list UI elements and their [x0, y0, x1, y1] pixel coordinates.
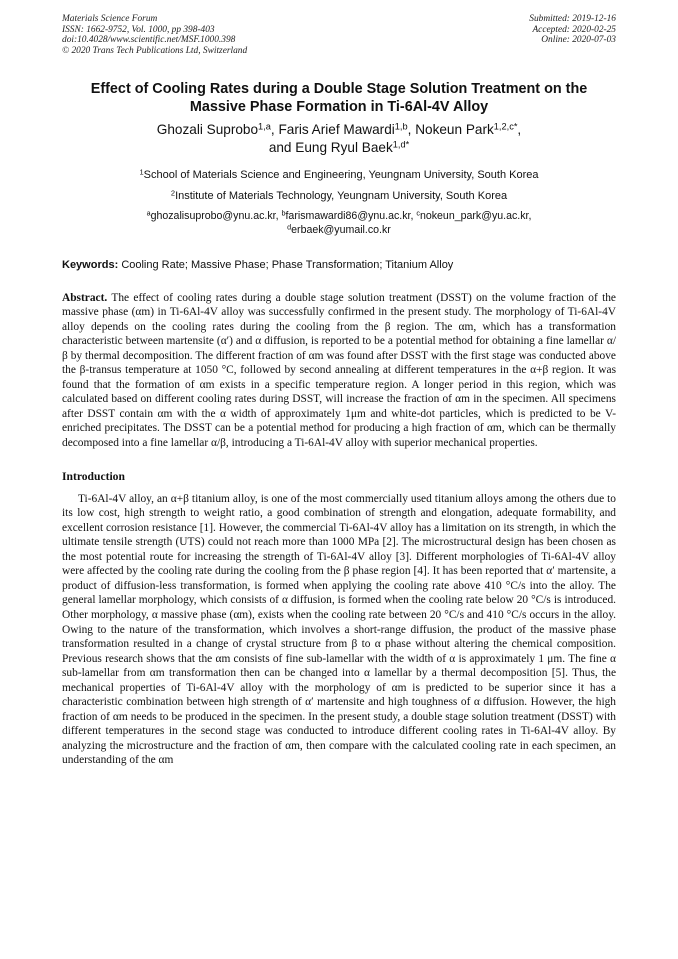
author-emails	[62, 210, 616, 237]
abstract	[62, 291, 616, 451]
keywords-text: Cooling Rate; Massive Phase; Phase Transformation; Titanium Alloy	[121, 258, 454, 271]
copyright-line: © 2020 Trans Tech Publications Ltd, Switzerland	[62, 45, 248, 56]
email-mark: a	[146, 208, 151, 218]
header-left	[62, 14, 247, 56]
keywords	[62, 258, 616, 272]
email-link[interactable]: ghozalisuprobo@ynu.ac.kr,	[150, 210, 279, 223]
author-name: Nokeun Park	[415, 122, 494, 138]
author-affiliation-mark: 1,2,c*	[493, 121, 518, 132]
journal-header	[62, 14, 616, 56]
author-affiliation-mark: 1,d*	[392, 139, 410, 150]
submitted-date: Submitted: 2019-12-16	[529, 14, 616, 24]
author-name: Ghozali Suprobo	[156, 122, 259, 138]
email-link[interactable]: erbaek@yumail.co.kr	[291, 223, 391, 236]
keywords-label: Keywords:	[62, 258, 119, 271]
journal-name: Materials Science Forum	[62, 14, 158, 24]
author-name: Faris Arief Mawardi	[278, 122, 395, 138]
accepted-date: Accepted: 2020-02-25	[532, 24, 616, 35]
abstract-label: Abstract.	[62, 291, 108, 304]
author-list: Ghozali Suprobo$^{1,a}$, Faris Arief Mawardi$^{1,b}$, Nokeun Park$^{1,2,c*}$, and Eung Ryul Baek$^{1,d*}$	[156, 121, 522, 156]
introduction-body: Ti-6Al-4V alloy, an α+β titanium alloy, is one of the most commercially used titanium alloys among the others due to its low cost, high strength to weight ratio, a good combination of strength and elongation, adequate formability, and excellent corrosion resistance [1]. However, the commercial Ti-6Al-4V alloy has a limitation on its strength, in which the ultimate tensile strength (UTS) could not reach more than 1000 MPa [2]. The microstructural design has been chosen as the most potential route for increasing the strength of Ti-6Al-4V alloy [3]. Different morphologies of Ti-6Al-4V alloy were affected by the cooling rate during the cooling from the β phase region [4]. It has been reported that α′ martensite, a product of diffusion-less transformation, is formed when applying the cooling rate above 410 °C/s into the alloy. The general lamellar morphology, which consists of α diffusion, is formed when the cooling rate below 20 °C/s is introduced. Other morphology, α massive phase (αm), exists when the cooling rate between 20 °C/s and 410 °C/s occurs in the alloy. Owing to the nature of the transformation, which involves a short-range diffusion, the product of the massive phase transformation resulted in a change of crystal structure from β to α phase without altering the chemical composition. Previous research shows that the αm consists of fine sub-lamellar with the width of α is approximately 1 μm. The fine α sub-lamellar from αm transformation then can be changed into α lamellar by a thermal decomposition [5]. Thus, the mechanical properties of Ti-6Al-4V alloy with the morphology of αm is predicted to be superior since it has a characteristic combination between high strength of α′ martensite and high toughness of α diffusion. However, the high fraction of αm needs to be produced in the specimen. In the present study, a double stage solution treatment (DSST) with different temperatures in the second stage was conducted to introduce different cooling rates in Ti-6Al-4V alloy. By analyzing the microstructure and the fraction of αm, then compare with the calculated cooling rate in each specimen, an understanding of the αm	[62, 492, 616, 767]
email-mark: c	[416, 208, 420, 218]
email-mark: b	[281, 208, 286, 218]
affiliation-1	[62, 168, 616, 182]
author-name: and Eung Ryul Baek	[268, 140, 393, 156]
abstract-text: The effect of cooling rates during a double stage solution treatment (DSST) on the volume fraction of the massive phase (αm) in Ti-6Al-4V alloy was successfully confirmed in the present study. The morphology of Ti-6Al-4V alloy depends on the cooling rates during the cooling from the β region. The αm, which has a transformation characteristic between martensite (α′) and α diffusion, is reported to be a potential method for obtaining a fine lamellar α/β by thermal decomposition. The different fraction of αm was found after DSST with the first stage was conducted above the β-transus temperature at 1050 °C, followed by second annealing at different temperatures in the α+β region. It was found that the formation of αm exists in a specific temperature region. A longer period in this region, which was calculated based on different cooling rates during DSST, will increase the fraction of αm in the specimen. All specimens after DSST contain αm with the α width of approximately 1μm and white-dot particles, which is predicted to be V-enriched precipitates. The DSST can be a potential method for producing a high fraction of αm, which can be thermally decomposed into a fine lamellar α/β, introducing a Ti-6Al-4V alloy with superior mechanical properties.	[62, 291, 616, 450]
paper-page	[62, 14, 616, 768]
paper-title: Effect of Cooling Rates during a Double Stage Solution Treatment on the Massive Phase Formation in Ti-6Al-4V Alloy	[90, 81, 588, 116]
author-affiliation-mark: 1,b	[394, 121, 408, 132]
affiliation-text: School of Materials Science and Engineering, Yeungnam University, South Korea	[143, 169, 539, 182]
email-link[interactable]: nokeun_park@yu.ac.kr,	[419, 210, 532, 223]
email-link[interactable]: farismawardi86@ynu.ac.kr,	[285, 210, 414, 223]
online-date: Online: 2020-07-03	[541, 35, 616, 46]
author-affiliation-mark: 1,a	[258, 121, 271, 132]
header-right	[529, 14, 616, 56]
section-heading-introduction: Introduction	[62, 469, 125, 483]
email-mark: d	[287, 222, 292, 232]
affiliation-mark: 1	[139, 167, 144, 177]
affiliation-mark: 2	[170, 188, 176, 198]
affiliation-text: Institute of Materials Technology, Yeungnam University, South Korea	[175, 190, 508, 203]
issn-line: ISSN: 1662-9752, Vol. 1000, pp 398-403	[62, 24, 215, 35]
affiliation-2	[62, 189, 616, 203]
doi-line: doi:10.4028/www.scientific.net/MSF.1000.398	[62, 35, 236, 46]
